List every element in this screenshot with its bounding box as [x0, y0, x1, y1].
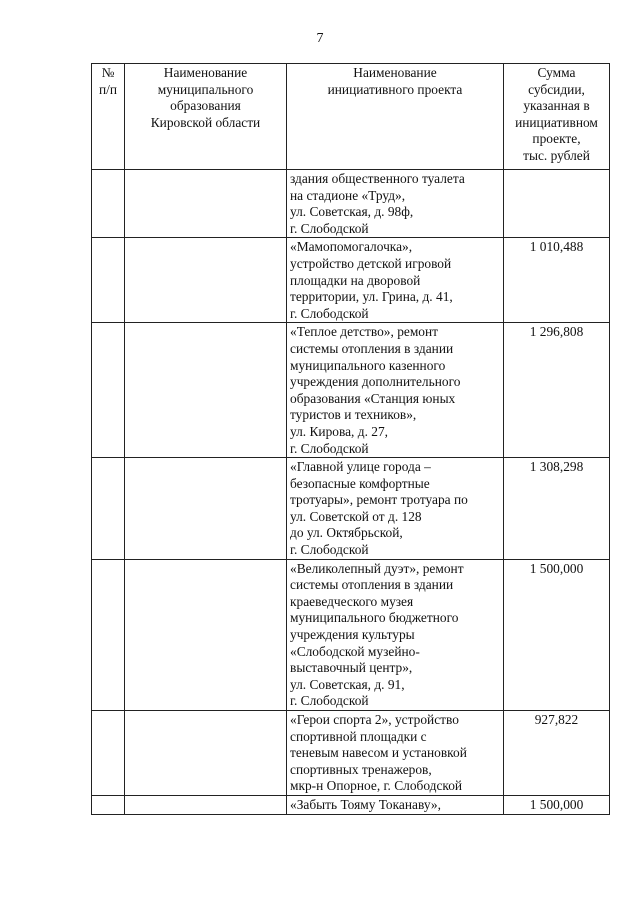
header-sum: Сумма субсидии, указанная в инициативном проекте, тыс. рублей [504, 64, 610, 170]
subsidy-sum-cell: 927,822 [504, 711, 610, 796]
subsidy-sum-cell: 1 296,808 [504, 323, 610, 458]
table-row [92, 458, 610, 560]
row-number-cell [92, 458, 125, 560]
project-name-cell: «Забыть Тояму Токанаву», [287, 795, 504, 814]
subsidy-sum-cell: 1 500,000 [504, 795, 610, 814]
project-name-cell: «Великолепный дуэт», ремонт системы отопления в здании краеведческого музея муниципального бюджетного учреждения культуры «Слободской музейно- выставочный центр», ул. Советская, д. 91, г. Слободской [287, 559, 504, 710]
row-municipality-cell [125, 559, 287, 710]
project-name-cell: «Главной улице города – безопасные комфортные тротуары», ремонт тротуара по ул. Советской от д. 128 до ул. Октябрьской, г. Слободской [287, 458, 504, 560]
subsidy-table [91, 63, 610, 815]
row-municipality-cell [125, 711, 287, 796]
table-row [92, 170, 610, 238]
table-header-row [92, 64, 610, 170]
subsidy-sum-cell: 1 010,488 [504, 238, 610, 323]
table-row [92, 323, 610, 458]
subsidy-sum-cell: 1 308,298 [504, 458, 610, 560]
header-project: Наименование инициативного проекта [287, 64, 504, 170]
row-number-cell [92, 559, 125, 710]
row-municipality-cell [125, 170, 287, 238]
project-name-cell: здания общественного туалета на стадионе «Труд», ул. Советская, д. 98ф, г. Слободской [287, 170, 504, 238]
project-name-cell: «Мамопомогалочка», устройство детской игровой площадки на дворовой территории, ул. Грина, д. 41, г. Слободской [287, 238, 504, 323]
header-municipality: Наименование муниципального образования Кировской области [125, 64, 287, 170]
table-row [92, 238, 610, 323]
row-number-cell [92, 170, 125, 238]
project-name-cell: «Теплое детство», ремонт системы отопления в здании муниципального казенного учреждения дополнительного образования «Станция юных туристов и техников», ул. Кирова, д. 27, г. Слободской [287, 323, 504, 458]
table-row [92, 795, 610, 814]
table-row [92, 711, 610, 796]
page-number: 7 [316, 31, 324, 46]
subsidy-sum-cell: 1 500,000 [504, 559, 610, 710]
project-name-cell: «Герои спорта 2», устройство спортивной площадки с теневым навесом и установкой спортивных тренажеров, мкр-н Опорное, г. Слободской [287, 711, 504, 796]
row-municipality-cell [125, 238, 287, 323]
row-municipality-cell [125, 323, 287, 458]
row-number-cell [92, 238, 125, 323]
row-municipality-cell [125, 795, 287, 814]
subsidy-sum-cell [504, 170, 610, 238]
row-number-cell [92, 323, 125, 458]
row-number-cell [92, 795, 125, 814]
row-municipality-cell [125, 458, 287, 560]
table-row [92, 559, 610, 710]
row-number-cell [92, 711, 125, 796]
header-number: № п/п [92, 64, 125, 170]
